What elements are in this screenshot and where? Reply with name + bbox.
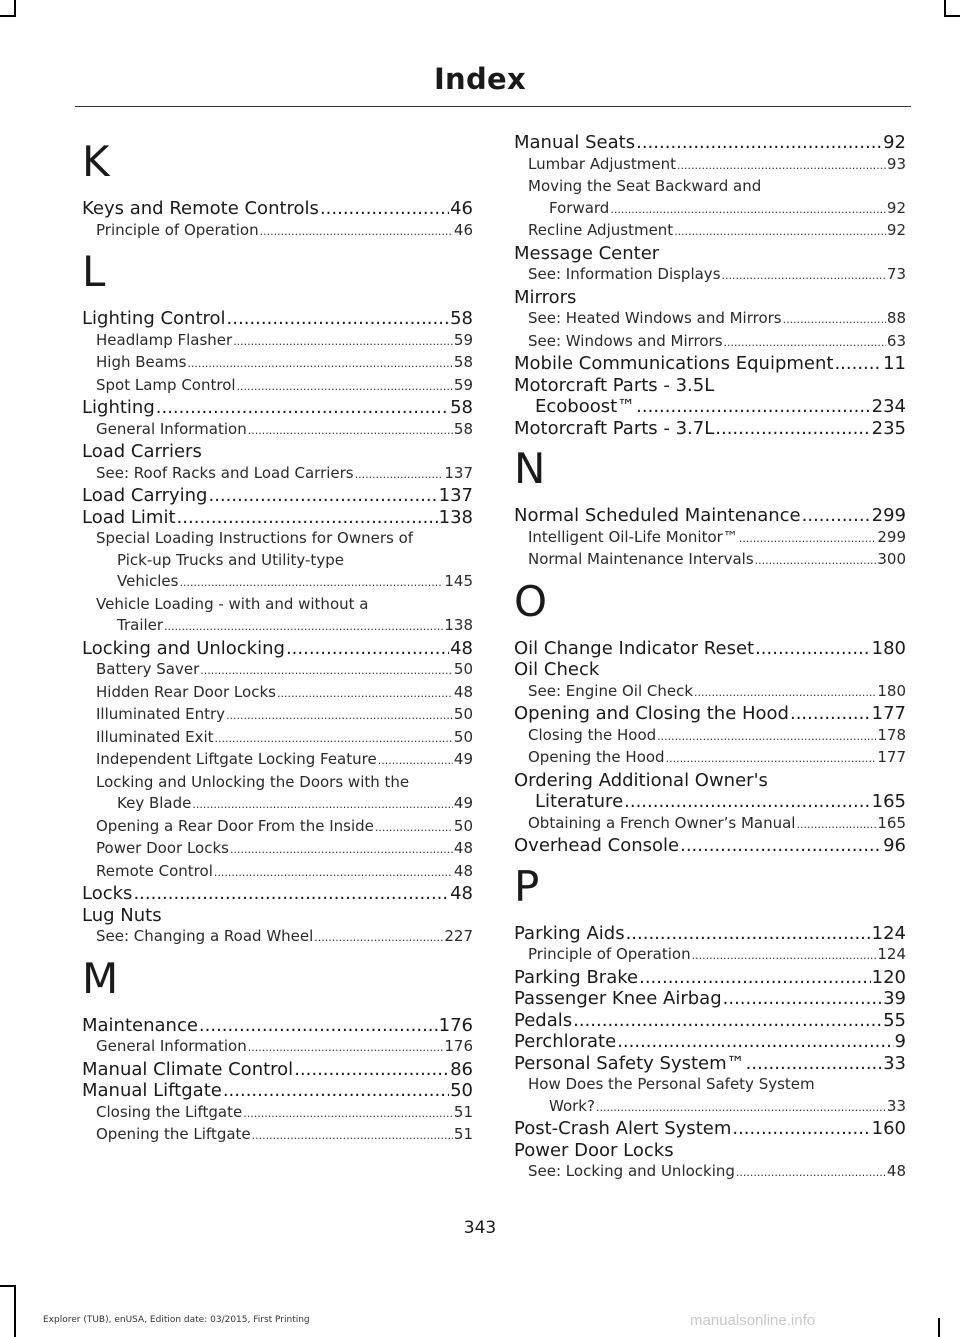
entry-term: Load Limit	[82, 506, 176, 528]
index-subentry[interactable]	[514, 944, 906, 967]
entry-term: Illuminated Exit	[96, 727, 214, 746]
index-subentry[interactable]	[82, 352, 473, 375]
leader-dots	[677, 155, 886, 177]
index-entry[interactable]	[514, 505, 906, 527]
entry-term: Normal Scheduled Maintenance	[514, 505, 801, 526]
leader-dots	[715, 418, 870, 440]
entry-text-line: Locking and Unlocking the Doors with the	[96, 772, 410, 791]
leader-dots	[192, 794, 453, 816]
index-subentry[interactable]	[82, 330, 473, 353]
crop-mark-bottom-left-h	[0, 1285, 16, 1287]
crop-mark-top-right-h	[944, 15, 960, 17]
entry-term: See: Information Displays	[528, 265, 721, 283]
entry-term: Remote Control	[96, 861, 213, 880]
leader-dots	[214, 862, 453, 884]
entry-term: Lug Nuts	[82, 904, 162, 926]
index-subentry[interactable]	[514, 747, 906, 770]
entry-term: Principle of Operation	[96, 220, 259, 239]
entry-term: Lumbar Adjustment	[528, 154, 676, 173]
entry-page-number[interactable]: 165	[871, 791, 906, 812]
leader-dots	[674, 221, 886, 243]
index-subentry[interactable]	[82, 727, 473, 750]
entry-page-number[interactable]: 177	[871, 703, 906, 724]
leader-dots	[755, 550, 877, 572]
entry-page-number[interactable]: 73	[886, 265, 906, 283]
entry-page-number[interactable]: 39	[883, 988, 906, 1009]
entry-term: Parking Aids	[514, 922, 625, 944]
entry-page-number[interactable]: 300	[877, 550, 906, 568]
index-entry[interactable]	[514, 638, 906, 660]
entry-term: Manual Climate Control	[82, 1058, 294, 1080]
entry-term: Load Carriers	[82, 441, 202, 462]
leader-dots	[724, 332, 886, 354]
entry-text-line: How Does the Personal Safety System	[528, 1075, 815, 1093]
entry-page-number[interactable]: 92	[886, 198, 906, 217]
entry-term: Maintenance	[82, 1014, 198, 1036]
leader-dots	[617, 1031, 893, 1053]
entry-page-number[interactable]: 124	[877, 945, 906, 963]
leader-dots	[223, 1080, 449, 1102]
entry-page-number[interactable]: 227	[444, 927, 473, 945]
entry-term: Passenger Knee Airbag	[514, 988, 722, 1009]
index-subentry[interactable]	[514, 1074, 906, 1118]
leader-dots	[626, 923, 871, 945]
leader-dots	[739, 528, 877, 550]
leader-dots	[636, 132, 882, 154]
entry-page-number[interactable]: 48	[450, 637, 473, 659]
entry-page-number[interactable]: 160	[871, 1118, 906, 1139]
index-entry[interactable]	[82, 1080, 473, 1102]
entry-term: Spot Lamp Control	[96, 375, 236, 394]
entry-term: Lighting Control	[82, 308, 226, 329]
leader-dots	[248, 1037, 444, 1059]
entry-page-number[interactable]: 33	[886, 1096, 906, 1115]
index-entry[interactable]	[82, 441, 473, 463]
entry-page-number[interactable]: 33	[883, 1052, 906, 1074]
entry-page-number[interactable]: 48	[453, 861, 473, 880]
leader-dots	[177, 507, 438, 529]
section-letter: O	[514, 576, 548, 626]
index-subentry[interactable]	[514, 549, 906, 572]
leader-dots	[636, 396, 870, 418]
crop-mark-top-left-h	[0, 15, 16, 17]
entry-page-number[interactable]: 93	[886, 154, 906, 173]
entry-term: Pedals	[514, 1009, 573, 1031]
index-entry[interactable]	[514, 1010, 906, 1032]
entry-text-line: Motorcraft Parts - 3.5L	[514, 374, 715, 396]
index-subentry[interactable]	[82, 594, 473, 638]
entry-term: Hidden Rear Door Locks	[96, 682, 276, 701]
entry-term: See: Changing a Road Wheel	[96, 927, 314, 945]
index-subentry[interactable]	[82, 816, 473, 839]
leader-dots	[277, 683, 453, 705]
index-entry[interactable]	[82, 308, 473, 330]
edition-footer: Explorer (TUB), enUSA, Edition date: 03/2015, First Printing	[43, 1315, 310, 1325]
leader-dots	[796, 814, 876, 836]
entry-term: See: Roof Racks and Load Carriers	[96, 463, 354, 482]
entry-term: General Information	[96, 419, 247, 438]
entry-term: Independent Liftgate Locking Feature	[96, 750, 377, 768]
entry-page-number[interactable]: 176	[438, 1014, 473, 1036]
index-entry[interactable]	[514, 132, 906, 154]
entry-term: Literature	[535, 791, 624, 812]
entry-page-number[interactable]: 50	[450, 1080, 473, 1101]
index-subentry[interactable]	[514, 308, 906, 331]
index-entry[interactable]	[514, 287, 906, 309]
entry-term: Illuminated Entry	[96, 705, 226, 723]
index-entry[interactable]	[514, 353, 906, 375]
entry-term: Manual Liftgate	[82, 1080, 222, 1101]
index-subentry[interactable]	[82, 528, 473, 594]
entry-page-number[interactable]: 58	[453, 353, 473, 371]
leader-dots	[252, 1125, 453, 1147]
section-letter: N	[514, 444, 546, 493]
index-subentry[interactable]	[514, 264, 906, 287]
entry-term: Load Carrying	[82, 485, 208, 506]
index-subentry[interactable]	[82, 419, 473, 442]
entry-page-number[interactable]: 55	[883, 1009, 906, 1031]
entry-page-number[interactable]: 177	[877, 748, 906, 766]
entry-term: General Information	[96, 1037, 247, 1055]
index-subentry[interactable]	[82, 375, 473, 398]
index-subentry[interactable]	[514, 331, 906, 354]
entry-page-number[interactable]: 86	[450, 1058, 473, 1080]
leader-dots	[755, 638, 871, 660]
leader-dots	[226, 705, 453, 727]
leader-dots	[692, 945, 877, 967]
index-entry[interactable]	[514, 418, 906, 440]
entry-term: Overhead Console	[514, 835, 680, 856]
entry-term: Parking Brake	[514, 966, 639, 988]
leader-dots	[746, 1053, 882, 1075]
index-subentry[interactable]	[514, 813, 906, 836]
entry-page-number[interactable]: 180	[877, 681, 906, 700]
index-subentry[interactable]	[82, 749, 473, 772]
entry-term: Opening the Liftgate	[96, 1125, 251, 1143]
entry-page-number[interactable]: 92	[886, 221, 906, 239]
entry-page-number[interactable]: 59	[453, 330, 473, 349]
entry-term: Vehicles	[117, 572, 179, 590]
entry-page-number[interactable]: 46	[453, 220, 473, 239]
entry-term: Post-Crash Alert System	[514, 1118, 732, 1139]
entry-page-number[interactable]: 59	[453, 375, 473, 394]
index-subentry[interactable]	[82, 1124, 473, 1147]
section-letter: P	[514, 861, 540, 911]
index-subentry[interactable]	[82, 463, 473, 486]
entry-page-number[interactable]: 9	[894, 1031, 906, 1052]
entry-term: Opening the Hood	[528, 748, 665, 766]
entry-term: Locks	[82, 883, 133, 904]
entry-term: Mobile Communications Equipment	[514, 353, 834, 374]
leader-dots	[260, 221, 453, 243]
page-number: 343	[463, 1218, 497, 1238]
index-entry[interactable]	[514, 1031, 906, 1053]
entry-page-number[interactable]: 58	[450, 308, 473, 329]
index-entry[interactable]	[82, 507, 473, 529]
leader-dots	[314, 927, 443, 949]
leader-dots	[680, 835, 882, 857]
entry-text-line: Ordering Additional Owner's	[514, 769, 768, 791]
entry-page-number[interactable]: 50	[453, 705, 473, 723]
entry-page-number[interactable]: 92	[883, 132, 906, 153]
index-subentry[interactable]	[82, 926, 473, 949]
index-subentry[interactable]	[82, 220, 473, 243]
entry-term: Oil Check	[514, 659, 600, 680]
entry-page-number[interactable]: 137	[444, 463, 473, 482]
index-entry[interactable]	[514, 835, 906, 857]
entry-term: Headlamp Flasher	[96, 330, 233, 349]
entry-term: Principle of Operation	[528, 945, 691, 963]
entry-page-number[interactable]: 50	[453, 660, 473, 678]
entry-term: See: Windows and Mirrors	[528, 331, 723, 350]
index-subentry[interactable]	[82, 772, 473, 816]
leader-dots	[732, 1118, 870, 1140]
leader-dots	[179, 572, 443, 594]
leader-dots	[215, 728, 453, 750]
entry-page-number[interactable]: 299	[871, 505, 906, 526]
leader-dots	[164, 616, 443, 638]
leader-dots	[378, 750, 453, 772]
entry-page-number[interactable]: 50	[453, 816, 473, 835]
index-subentry[interactable]	[514, 1161, 906, 1184]
entry-text-line: Special Loading Instructions for Owners of	[96, 529, 414, 547]
index-subentry[interactable]	[82, 838, 473, 861]
index-subentry[interactable]	[82, 659, 473, 682]
entry-term: Perchlorate	[514, 1031, 617, 1052]
entry-term: Keys and Remote Controls	[82, 198, 319, 219]
section-letter: M	[82, 953, 119, 1003]
index-entry[interactable]	[82, 198, 473, 220]
entry-page-number[interactable]: 48	[886, 1162, 906, 1180]
section-letter: K	[82, 137, 110, 186]
entry-page-number[interactable]: 124	[871, 922, 906, 944]
entry-term: Message Center	[514, 242, 660, 264]
entry-page-number[interactable]: 58	[453, 419, 473, 438]
entry-page-number[interactable]: 138	[438, 506, 473, 528]
leader-dots	[294, 1059, 449, 1081]
leader-dots	[723, 988, 882, 1010]
entry-page-number[interactable]: 49	[453, 750, 473, 768]
index-subentry[interactable]	[514, 220, 906, 243]
entry-term: Power Door Locks	[514, 1139, 674, 1161]
entry-term: Key Blade	[117, 794, 192, 812]
leader-dots	[802, 505, 871, 527]
page-title: Index	[433, 62, 527, 96]
leader-dots	[187, 353, 453, 375]
index-column-right	[514, 132, 906, 1184]
index-entry[interactable]	[82, 638, 473, 660]
title-divider	[75, 106, 911, 107]
entry-page-number[interactable]: 11	[883, 353, 906, 374]
entry-term: High Beams	[96, 353, 187, 371]
section-letter: L	[82, 247, 106, 296]
entry-term: Battery Saver	[96, 660, 200, 678]
index-entry[interactable]	[82, 1059, 473, 1081]
leader-dots	[666, 748, 877, 770]
entry-term: Locking and Unlocking	[82, 637, 285, 659]
leader-dots	[200, 660, 453, 682]
entry-term: Manual Seats	[514, 132, 636, 153]
index-subentry[interactable]	[514, 725, 906, 748]
index-entry[interactable]	[514, 770, 906, 813]
entry-page-number[interactable]: 96	[883, 835, 906, 856]
index-subentry[interactable]	[82, 1102, 473, 1125]
index-entry[interactable]	[514, 1118, 906, 1140]
leader-dots	[227, 308, 450, 330]
entry-term: Work?	[549, 1096, 595, 1115]
index-column-left	[82, 132, 473, 1147]
entry-page-number[interactable]: 234	[871, 396, 906, 417]
index-subentry[interactable]	[82, 682, 473, 705]
index-entry[interactable]	[514, 1053, 906, 1075]
entry-page-number[interactable]: 48	[453, 839, 473, 857]
leader-dots	[199, 1015, 438, 1037]
entry-text-line: Vehicle Loading - with and without a	[96, 594, 369, 613]
entry-page-number[interactable]: 120	[871, 966, 906, 988]
leader-dots	[243, 1103, 453, 1125]
leader-dots	[208, 485, 437, 507]
index-entry[interactable]	[82, 883, 473, 905]
leader-dots	[573, 1010, 882, 1032]
leader-dots	[639, 967, 871, 989]
entry-term: Mirrors	[514, 286, 577, 308]
leader-dots	[286, 638, 449, 660]
leader-dots	[783, 309, 886, 331]
entry-term: Ecoboost™	[535, 396, 636, 417]
entry-page-number[interactable]: 180	[871, 637, 906, 659]
entry-page-number[interactable]: 235	[871, 417, 906, 439]
entry-term: Forward	[549, 198, 610, 217]
entry-page-number[interactable]: 178	[877, 725, 906, 744]
leader-dots	[156, 397, 449, 419]
index-entry[interactable]	[82, 397, 473, 419]
entry-term: See: Heated Windows and Mirrors	[528, 309, 782, 327]
leader-dots	[375, 817, 453, 839]
index-entry[interactable]	[514, 923, 906, 945]
index-entry[interactable]	[82, 1015, 473, 1037]
entry-page-number[interactable]: 138	[444, 616, 473, 634]
entry-term: See: Engine Oil Check	[528, 681, 694, 700]
leader-dots	[834, 353, 882, 375]
entry-page-number[interactable]: 49	[453, 794, 473, 812]
entry-page-number[interactable]: 51	[453, 1102, 473, 1121]
entry-page-number[interactable]: 51	[453, 1125, 473, 1143]
entry-text-line: Moving the Seat Backward and	[528, 177, 762, 195]
leader-dots	[320, 198, 449, 220]
entry-term: Closing the Liftgate	[96, 1102, 243, 1121]
entry-term: See: Locking and Unlocking	[528, 1162, 735, 1180]
index-entry[interactable]	[514, 703, 906, 725]
index-entry[interactable]	[82, 485, 473, 507]
index-subentry[interactable]	[82, 704, 473, 727]
entry-term: Opening a Rear Door From the Inside	[96, 816, 374, 835]
index-entry[interactable]	[82, 905, 473, 927]
entry-page-number[interactable]: 176	[444, 1037, 473, 1055]
index-entry[interactable]	[514, 1140, 906, 1162]
index-subentry[interactable]	[514, 176, 906, 220]
crop-mark-bottom-right-v	[938, 1318, 940, 1337]
entry-page-number[interactable]: 48	[453, 682, 473, 701]
watermark: manualsonline.info	[690, 1312, 816, 1329]
index-entry[interactable]	[514, 967, 906, 989]
entry-page-number[interactable]: 165	[877, 813, 906, 832]
leader-dots	[722, 265, 886, 287]
index-subentry[interactable]	[514, 527, 906, 550]
entry-term: Closing the Hood	[528, 725, 657, 744]
leader-dots	[233, 331, 453, 353]
index-entry[interactable]	[514, 659, 906, 681]
entry-page-number[interactable]: 50	[453, 727, 473, 746]
entry-term: Trailer	[117, 616, 164, 634]
entry-term: Motorcraft Parts - 3.7L	[514, 417, 715, 439]
leader-dots	[790, 703, 871, 725]
crop-mark-bottom-left-v	[14, 1285, 16, 1337]
index-subentry[interactable]	[82, 1036, 473, 1059]
index-entry[interactable]	[514, 988, 906, 1010]
leader-dots	[230, 839, 453, 861]
entry-page-number[interactable]: 299	[877, 527, 906, 546]
entry-term: Recline Adjustment	[528, 221, 674, 239]
entry-term: Opening and Closing the Hood	[514, 703, 789, 724]
index-entry[interactable]	[514, 243, 906, 265]
leader-dots	[355, 464, 444, 486]
entry-term: Obtaining a French Owner’s Manual	[528, 813, 796, 832]
index-subentry[interactable]	[514, 154, 906, 177]
entry-page-number[interactable]: 48	[450, 883, 473, 904]
entry-page-number[interactable]: 63	[886, 331, 906, 350]
leader-dots	[133, 883, 449, 905]
leader-dots	[624, 791, 871, 813]
leader-dots	[237, 376, 453, 398]
leader-dots	[736, 1162, 886, 1184]
leader-dots	[694, 682, 876, 704]
entry-term: Oil Change Indicator Reset	[514, 637, 755, 659]
leader-dots	[596, 1097, 886, 1119]
leader-dots	[248, 420, 453, 442]
entry-page-number[interactable]: 58	[450, 397, 473, 418]
index-subentry[interactable]	[514, 681, 906, 704]
entry-text-line: Pick-up Trucks and Utility-type	[117, 550, 344, 569]
entry-term: Power Door Locks	[96, 839, 229, 857]
leader-dots	[657, 726, 876, 748]
entry-page-number[interactable]: 137	[438, 485, 473, 506]
entry-page-number[interactable]: 46	[450, 198, 473, 219]
leader-dots	[610, 199, 886, 221]
entry-page-number[interactable]: 88	[886, 309, 906, 327]
entry-page-number[interactable]: 145	[444, 572, 473, 590]
entry-term: Normal Maintenance Intervals	[528, 550, 754, 568]
index-subentry[interactable]	[82, 861, 473, 884]
entry-term: Lighting	[82, 397, 155, 418]
index-entry[interactable]	[514, 375, 906, 418]
entry-term: Personal Safety System™	[514, 1052, 745, 1074]
entry-term: Intelligent Oil-Life Monitor™	[528, 527, 738, 546]
